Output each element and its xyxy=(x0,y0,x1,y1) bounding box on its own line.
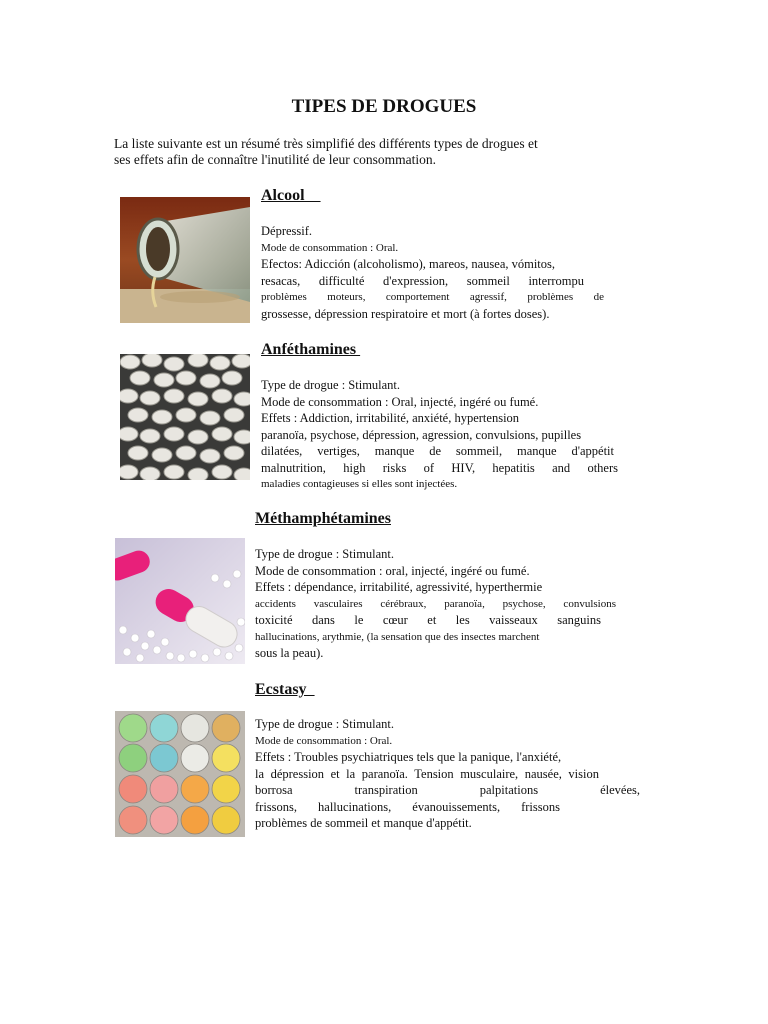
section-text-alcool xyxy=(261,223,604,322)
text-line: hallucinations, arythmie, (la sensation que des insectes marchent xyxy=(255,630,540,643)
text-line: Mode de consommation : Oral, injecté, ingéré ou fumé. xyxy=(261,394,539,409)
text-line: malnutrition, high risks of HIV, hepatitis and others xyxy=(261,460,618,475)
section-text-ecstasy xyxy=(255,716,640,832)
capsules-photo xyxy=(115,538,245,664)
intro-paragraph xyxy=(114,136,574,168)
text-line: grossesse, dépression respiratoire et mort (à fortes doses). xyxy=(261,306,550,321)
pills-photo xyxy=(120,354,250,480)
text-line: Dépressif. xyxy=(261,224,313,238)
text-line: maladies contagieuses si elles sont injectées. xyxy=(261,478,458,490)
text-line: dilatées, vertiges, manque de sommeil, manque d'appétit xyxy=(261,444,614,458)
text-line: Type de drogue : Stimulant. xyxy=(255,547,395,561)
text-line: Mode de consommation : oral, injecté, ingéré ou fumé. xyxy=(255,563,530,578)
text-line: toxicité dans le cœur et les vaisseaux sanguins xyxy=(255,613,601,627)
text-line: paranoïa, psychose, dépression, agression, convulsions, pupilles xyxy=(261,427,582,442)
text-line: Mode de consommation : Oral. xyxy=(261,241,399,254)
text-line: frissons, hallucinations, évanouissements, frissons xyxy=(255,799,560,814)
text-line: Mode de consommation : Oral. xyxy=(255,734,393,747)
text-line: Efectos: Adicción (alcoholismo), mareos, nausea, vómitos, xyxy=(261,257,556,271)
section-heading-alcool: Alcool xyxy=(261,187,321,204)
section-heading-anfethamines: Anféthamines xyxy=(261,341,361,358)
text-line: resacas, difficulté d'expression, sommeil interrompu xyxy=(261,273,584,288)
text-line: problèmes de sommeil et manque d'appétit. xyxy=(255,816,472,830)
text-line: Effets : dépendance, irritabilité, agressivité, hyperthermie xyxy=(255,580,543,594)
text-line: problèmes moteurs, comportement agressif, problèmes de xyxy=(261,291,604,303)
ecstasy-pills-photo xyxy=(115,711,245,837)
section-heading-ecstasy: Ecstasy xyxy=(255,681,315,698)
text-line: Effets : Addiction, irritabilité, anxiété, hypertension xyxy=(261,411,520,425)
page-title: TIPES DE DROGUES xyxy=(291,96,477,117)
text-line: Type de drogue : Stimulant. xyxy=(261,378,401,392)
bottle-photo xyxy=(120,197,250,323)
intro-line: La liste suivante est un résumé très simplifié des différents types de drogues et xyxy=(114,136,538,151)
section-text-methamphetamines xyxy=(255,546,616,662)
text-line: borrosa transpiration palpitations élevées, xyxy=(255,783,640,797)
text-line: accidents vasculaires cérébraux, paranoïa, psychose, convulsions xyxy=(255,597,616,610)
section-heading-methamphetamines: Méthamphétamines xyxy=(255,510,391,527)
text-line: la dépression et la paranoïa. Tension musculaire, nausée, vision xyxy=(255,766,599,781)
text-line: Type de drogue : Stimulant. xyxy=(255,717,395,731)
section-text-anfethamines xyxy=(261,377,618,493)
intro-line: ses effets afin de connaître l'inutilité de leur consommation. xyxy=(114,152,436,167)
text-line: sous la peau). xyxy=(255,646,324,660)
text-line: Effets : Troubles psychiatriques tels que la panique, l'anxiété, xyxy=(255,750,562,764)
